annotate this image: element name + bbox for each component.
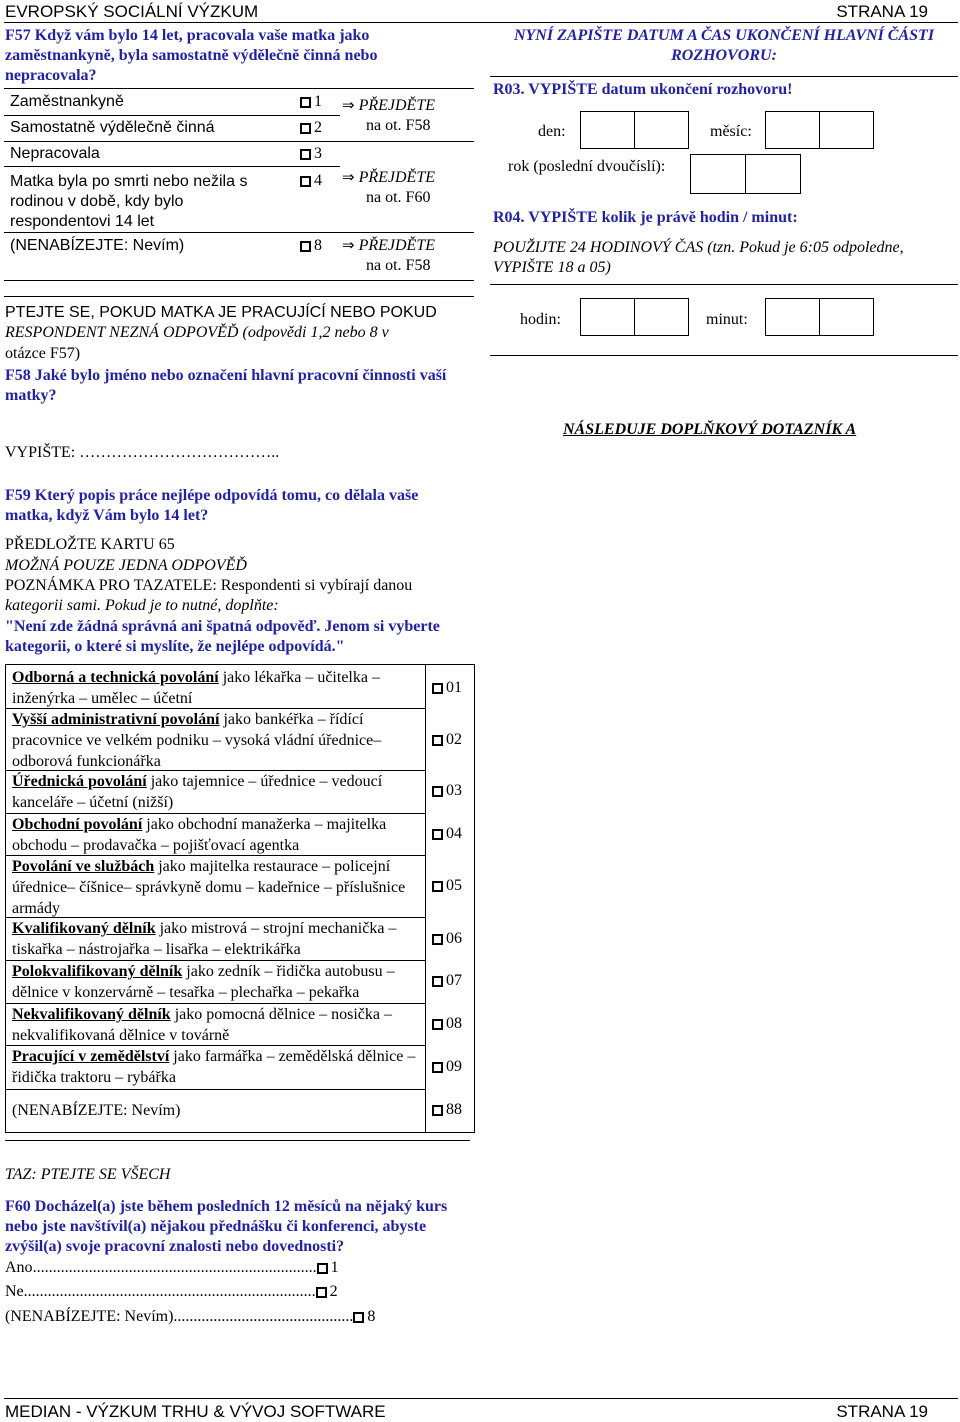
f59-bottom-rule bbox=[5, 1140, 470, 1141]
year-digit-2[interactable] bbox=[745, 154, 801, 194]
minute-digit-1[interactable] bbox=[765, 298, 820, 336]
skip-f60: ⇒ PŘEJDĚTE bbox=[342, 168, 435, 186]
skip-f58-a: ⇒ PŘEJDĚTE bbox=[342, 96, 435, 114]
hour-digit-1[interactable] bbox=[580, 298, 635, 336]
occupation-row-07: Polokvalifikovaný dělník jako zedník – řidička autobusu – dělnice v konzervárně – tesařka – plechařka – pekařka bbox=[12, 963, 395, 1001]
f58-instruction-2: RESPONDENT NEZNÁ ODPOVĚĎ (odpovědi 1,2 nebo 8 v bbox=[5, 324, 389, 341]
right-rule-top bbox=[490, 76, 958, 77]
checkbox-icon bbox=[432, 881, 443, 892]
arrow-right-icon: ⇒ bbox=[342, 168, 355, 186]
table-divider bbox=[425, 664, 426, 1133]
occupation-code-04[interactable]: 04 bbox=[432, 825, 462, 843]
code-label: 4 bbox=[314, 172, 322, 189]
checkbox-icon bbox=[300, 149, 311, 160]
f60-question: F60 Docházel(a) jste během posledních 12 měsíců na nějaký kurs nebo jste navštívil(a) nějakou přednášku či konferenci, abyste zvýšil(a) svoje pracovní znalosti nebo dovednosti? bbox=[5, 1198, 448, 1255]
right-rule-mid bbox=[490, 284, 958, 285]
checkbox-icon bbox=[300, 97, 311, 108]
skip-f58-b-target: na ot. F58 bbox=[366, 257, 431, 274]
code-label: 8 bbox=[314, 237, 322, 254]
f57-option-3: Nepracovala bbox=[10, 145, 100, 162]
f57-code-3[interactable] bbox=[300, 145, 322, 163]
month-label: měsíc: bbox=[710, 123, 752, 140]
f59-question: F59 Který popis práce nejlépe odpovídá tomu, co dělala vaše matka, když Vám bylo 14 let? bbox=[5, 487, 419, 524]
f60-option-ano[interactable]: Ano....................................................................... 1 bbox=[5, 1259, 339, 1276]
right-rule-bottom bbox=[490, 355, 958, 356]
minute-label: minut: bbox=[706, 311, 748, 328]
checkbox-icon bbox=[432, 1062, 443, 1073]
checkbox-icon bbox=[432, 1019, 443, 1030]
header-right: STRANA 19 bbox=[836, 2, 928, 21]
header-left: EVROPSKÝ SOCIÁLNÍ VÝZKUM bbox=[5, 2, 259, 21]
month-digit-1[interactable] bbox=[765, 111, 820, 149]
occupation-row-08: Nekvalifikovaný dělník jako pomocná dělnice – nosička – nekvalifikovaná dělnice v továrně bbox=[12, 1006, 392, 1044]
occupation-row-01: Odborná a technická povolání jako lékařka – učitelka – inženýrka – umělec – účetní bbox=[12, 669, 380, 707]
day-label: den: bbox=[538, 123, 566, 140]
minute-digit-2[interactable] bbox=[819, 298, 874, 336]
row-rule bbox=[4, 141, 474, 142]
skip-f58-b: ⇒ PŘEJDĚTE bbox=[342, 236, 435, 254]
r04-note: POUŽIJTE 24 HODINOVÝ ČAS (tzn. Pokud je 6:05 odpoledne, VYPIŠTE 18 a 05) bbox=[493, 239, 904, 276]
code-label: 2 bbox=[314, 119, 322, 136]
f58-instruction-1: PTEJTE SE, POKUD MATKA JE PRACUJÍCÍ NEBO POKUD bbox=[5, 304, 437, 321]
year-label: rok (poslední dvoučíslí): bbox=[508, 158, 666, 175]
day-digit-1[interactable] bbox=[580, 111, 635, 149]
f59-quote: "Není zde žádná správná ani špatná odpověď. Jenom si vyberte kategorii, o které si myslíte, že nejlépe odpovídá." bbox=[5, 618, 440, 655]
occupation-row-02: Vyšší administrativní povolání jako bankéřka – řídící pracovnice ve velkém podniku – vysoká vládní úřednice– odborová funkcionářka bbox=[12, 711, 382, 770]
f58-write-field[interactable]: VYPIŠTE: ……………………………….. bbox=[5, 444, 280, 461]
month-digit-2[interactable] bbox=[819, 111, 874, 149]
code-label: 1 bbox=[314, 93, 322, 110]
f59-card: PŘEDLOŽTE KARTU 65 bbox=[5, 536, 175, 553]
f57-code-1[interactable] bbox=[300, 93, 322, 111]
occupation-row-09: Pracující v zemědělství jako farmářka – zemědělská dělnice – řidička traktoru – rybářka bbox=[12, 1048, 416, 1086]
day-digit-2[interactable] bbox=[634, 111, 689, 149]
end-interview-title: NYNÍ ZAPIŠTE DATUM A ČAS UKONČENÍ HLAVNÍ ČÁSTI ROZHOVORU: bbox=[513, 27, 935, 64]
occupation-code-08[interactable]: 08 bbox=[432, 1015, 462, 1033]
year-digit-1[interactable] bbox=[690, 154, 746, 194]
occupation-code-03[interactable]: 03 bbox=[432, 782, 462, 800]
f59-single-answer: MOŽNÁ POUZE JEDNA ODPOVĚĎ bbox=[5, 557, 247, 574]
f59-note-2: kategorii sami. Pokud je to nutné, doplňte: bbox=[5, 597, 279, 614]
checkbox-icon bbox=[300, 241, 311, 252]
arrow-right-icon: ⇒ bbox=[342, 96, 355, 114]
f58-instruction-3: otázce F57) bbox=[5, 345, 81, 362]
occupation-code-06[interactable]: 06 bbox=[432, 930, 462, 948]
f57-option-5: (NENABÍZEJTE: Nevím) bbox=[10, 237, 185, 254]
occupation-code-88[interactable]: 88 bbox=[432, 1101, 462, 1119]
occupation-row-04: Obchodní povolání jako obchodní manažerka – majitelka obchodu – prodavačka – pojišťovací agentka bbox=[12, 816, 387, 854]
checkbox-icon bbox=[432, 934, 443, 945]
f60-taz: TAZ: PTEJTE SE VŠECH bbox=[5, 1166, 171, 1183]
row-rule bbox=[4, 115, 340, 116]
r03-question: R03. VYPIŠTE datum ukončení rozhovoru! bbox=[493, 81, 793, 98]
occupation-row-05: Povolání ve službách jako majitelka restaurace – policejní úřednice– číšnice– správkyně domu – kadeřnice – příslušnice armády bbox=[12, 858, 406, 917]
footer-right: STRANA 19 bbox=[836, 1402, 928, 1421]
row-rule bbox=[5, 1089, 425, 1090]
f60-option-nevim[interactable]: (NENABÍZEJTE: Nevím)............................................. 8 bbox=[5, 1308, 376, 1325]
f57-table-bottom bbox=[4, 280, 474, 281]
checkbox-icon bbox=[432, 829, 443, 840]
occupation-row-03: Úřednická povolání jako tajemnice – úřednice – vedoucí kanceláře – účetní (nižší) bbox=[12, 773, 383, 811]
f57-option-4: Matka byla po smrti nebo nežila s rodinou v době, kdy bylo respondentovi 14 let bbox=[10, 173, 248, 230]
checkbox-icon bbox=[316, 1287, 327, 1298]
r04-question: R04. VYPIŠTE kolik je právě hodin / minut: bbox=[493, 209, 798, 226]
checkbox-icon bbox=[300, 123, 311, 134]
f59-note-1: POZNÁMKA PRO TAZATELE: Respondenti si vybírají danou bbox=[5, 577, 413, 594]
f58-question: F58 Jaké bylo jméno nebo označení hlavní pracovní činnosti vaší matky? bbox=[5, 367, 447, 404]
occupation-code-02[interactable]: 02 bbox=[432, 731, 462, 749]
checkbox-icon bbox=[432, 735, 443, 746]
f57-option-1: Zaměstnankyně bbox=[10, 93, 124, 110]
occupation-code-07[interactable]: 07 bbox=[432, 972, 462, 990]
checkbox-icon bbox=[432, 976, 443, 987]
occupation-code-01[interactable]: 01 bbox=[432, 679, 462, 697]
f57-option-2: Samostatně výdělečně činná bbox=[10, 119, 215, 136]
row-rule bbox=[4, 232, 474, 233]
f57-code-4[interactable] bbox=[300, 172, 322, 190]
hour-digit-2[interactable] bbox=[634, 298, 689, 336]
row-rule bbox=[4, 166, 340, 167]
occupation-code-09[interactable]: 09 bbox=[432, 1058, 462, 1076]
checkbox-icon bbox=[317, 1263, 328, 1274]
skip-f60-target: na ot. F60 bbox=[366, 189, 431, 206]
f60-option-ne[interactable]: Ne......................................................................... 2 bbox=[5, 1283, 338, 1300]
footer-left: MEDIAN - VÝZKUM TRHU & VÝVOJ SOFTWARE bbox=[5, 1402, 386, 1421]
checkbox-icon bbox=[432, 683, 443, 694]
checkbox-icon bbox=[432, 786, 443, 797]
occupation-code-05[interactable]: 05 bbox=[432, 877, 462, 895]
skip-f58-a-target: na ot. F58 bbox=[366, 117, 431, 134]
footer-rule bbox=[4, 1398, 958, 1399]
checkbox-icon bbox=[432, 1105, 443, 1116]
checkbox-icon bbox=[300, 176, 311, 187]
checkbox-icon bbox=[353, 1312, 364, 1323]
occupation-row-06: Kvalifikovaný dělník jako mistrová – strojní mechanička – tiskařka – nástrojařka – lisařka – elektrikářka bbox=[12, 920, 397, 958]
arrow-right-icon: ⇒ bbox=[342, 236, 355, 254]
f57-code-2[interactable] bbox=[300, 119, 322, 137]
hour-label: hodin: bbox=[520, 311, 561, 328]
f57-table-top bbox=[4, 88, 474, 89]
f57-code-5[interactable] bbox=[300, 237, 322, 255]
f58-rule bbox=[4, 296, 474, 297]
f57-question: F57 Když vám bylo 14 let, pracovala vaše matka jako zaměstnankyně, byla samostatně výdělečně činná nebo nepracovala? bbox=[5, 27, 378, 84]
occupation-row-88: (NENABÍZEJTE: Nevím) bbox=[12, 1102, 181, 1119]
code-label: 3 bbox=[314, 145, 322, 162]
header-rule bbox=[4, 22, 958, 23]
next-questionnaire: NÁSLEDUJE DOPLŇKOVÝ DOTAZNÍK A bbox=[563, 421, 857, 438]
